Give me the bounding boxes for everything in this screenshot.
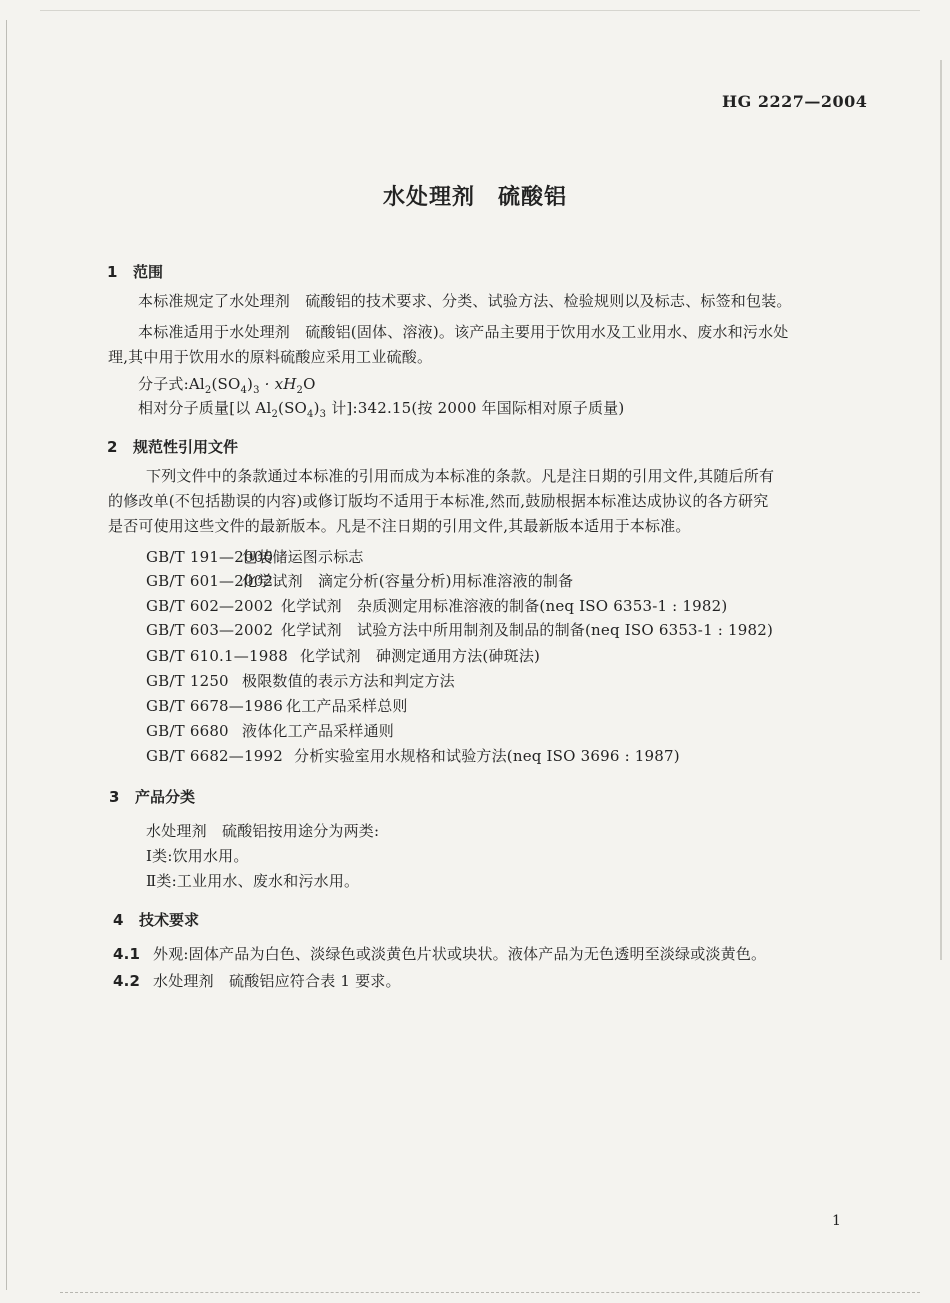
section-2-intro-line-2: 的修改单(不包括勘误的内容)或修订版均不适用于本标准,然而,鼓励根据本标准达成协议的各方研究: [108, 492, 769, 510]
classification-intro: 水处理剂 硫酸铝按用途分为两类:: [146, 822, 380, 840]
relative-molecular-mass: [138, 397, 624, 420]
reference-title: 化工产品采样总则: [286, 697, 408, 715]
scan-edge-top: [40, 10, 920, 11]
section-2-intro-line-3: 是否可使用这些文件的最新版本。凡是不注日期的引用文件,其最新版本适用于本标准。: [108, 517, 691, 535]
reference-title: 化学试剂 砷测定通用方法(砷斑法): [300, 647, 541, 665]
formula-part: ): [247, 375, 254, 393]
clause-number: 4.1: [113, 945, 141, 963]
reference-code: GB/T 603—2002: [146, 621, 274, 639]
reference-item: [146, 595, 727, 616]
reference-code: GB/T 6680: [146, 722, 229, 740]
reference-title: 极限数值的表示方法和判定方法: [242, 672, 455, 690]
formula-part: Al: [188, 375, 205, 393]
reference-code: GB/T 601—2002: [146, 572, 274, 590]
mass-text: 相对分子质量[以 Al: [138, 399, 272, 417]
reference-title: 化学试剂 试验方法中所用制剂及制品的制备(neq ISO 6353-1 : 1982): [281, 621, 774, 639]
reference-item: [146, 745, 680, 766]
section-1-paragraph-1: 本标准规定了水处理剂 硫酸铝的技术要求、分类、试验方法、检验规则以及标志、标签和包装。: [138, 292, 792, 310]
mass-sub: 4: [307, 409, 314, 420]
mass-text: (SO: [278, 399, 308, 417]
mass-text: ): [313, 399, 320, 417]
reference-code: GB/T 602—2002: [146, 597, 274, 615]
formula-part: (SO: [211, 375, 241, 393]
mass-sub: 3: [319, 409, 327, 420]
reference-title: 分析实验室用水规格和试验方法(neq ISO 3696 : 1987): [294, 747, 680, 765]
section-2-intro-line-1: 下列文件中的条款通过本标准的引用而成为本标准的条款。凡是注日期的引用文件,其随后所有: [146, 467, 775, 485]
formula-sub: 3: [253, 385, 260, 396]
reference-title: 包装储运图示标志: [242, 548, 364, 566]
section-title: 产品分类: [135, 788, 196, 806]
reference-item: [146, 619, 773, 640]
reference-item: [146, 645, 540, 666]
formula-sub: 4: [240, 385, 248, 396]
clause-number: 4.2: [113, 972, 141, 990]
section-title: 技术要求: [139, 911, 200, 929]
reference-item: [146, 695, 408, 716]
reference-code: GB/T 610.1—1988: [146, 647, 288, 665]
standard-code: HG 2227—2004: [722, 92, 868, 111]
reference-item: [146, 670, 455, 691]
reference-item: [146, 720, 394, 741]
formula-sub: 2: [204, 385, 212, 396]
reference-title: 液体化工产品采样通则: [242, 722, 395, 740]
reference-code: GB/T 1250: [146, 672, 229, 690]
classification-type-2: Ⅱ类:工业用水、废水和污水用。: [146, 872, 360, 890]
section-1-heading: [107, 261, 163, 282]
reference-title: 化学试剂 滴定分析(容量分析)用标准溶液的制备: [242, 572, 574, 590]
reference-code: GB/T 6678—1986: [146, 697, 283, 715]
section-number: 1: [107, 263, 118, 281]
molecular-formula: [138, 373, 316, 396]
formula-part: O: [303, 375, 316, 393]
section-2-heading: [107, 436, 238, 457]
clause-4-2: [113, 970, 401, 991]
section-number: 3: [109, 788, 120, 806]
section-1-paragraph-2-line-2: 理,其中用于饮用水的原料硫酸应采用工业硫酸。: [108, 348, 433, 366]
formula-part: · xH: [259, 375, 297, 393]
classification-type-1: Ⅰ类:饮用水用。: [146, 847, 249, 865]
reference-code: GB/T 6682—1992: [146, 747, 283, 765]
clause-text: 外观:固体产品为白色、淡绿色或淡黄色片状或块状。液体产品为无色透明至淡绿或淡黄色。: [153, 945, 767, 963]
reference-item: [146, 546, 364, 567]
reference-title: 化学试剂 杂质测定用标准溶液的制备(neq ISO 6353-1 : 1982): [281, 597, 728, 615]
section-title: 规范性引用文件: [133, 438, 239, 456]
section-4-heading: [113, 909, 199, 930]
mass-text: 计]:342.15(按 2000 年国际相对原子质量): [326, 399, 625, 417]
formula-label: 分子式:: [138, 375, 189, 393]
section-1-paragraph-2-line-1: 本标准适用于水处理剂 硫酸铝(固体、溶液)。该产品主要用于饮用水及工业用水、废水和污水处: [138, 323, 789, 341]
section-number: 2: [107, 438, 118, 456]
section-number: 4: [113, 911, 124, 929]
formula-sub: 2: [296, 385, 304, 396]
clause-text: 水处理剂 硫酸铝应符合表 1 要求。: [153, 972, 401, 990]
page-number: 1: [832, 1213, 841, 1229]
clause-4-1: [113, 943, 766, 964]
section-3-heading: [109, 786, 195, 807]
reference-item: [146, 570, 573, 591]
reference-code: GB/T 191—2000: [146, 548, 274, 566]
scan-edge-bottom: [60, 1292, 920, 1294]
document-title: 水处理剂 硫酸铝: [382, 185, 567, 210]
mass-sub: 2: [271, 409, 279, 420]
section-title: 范围: [133, 263, 164, 281]
